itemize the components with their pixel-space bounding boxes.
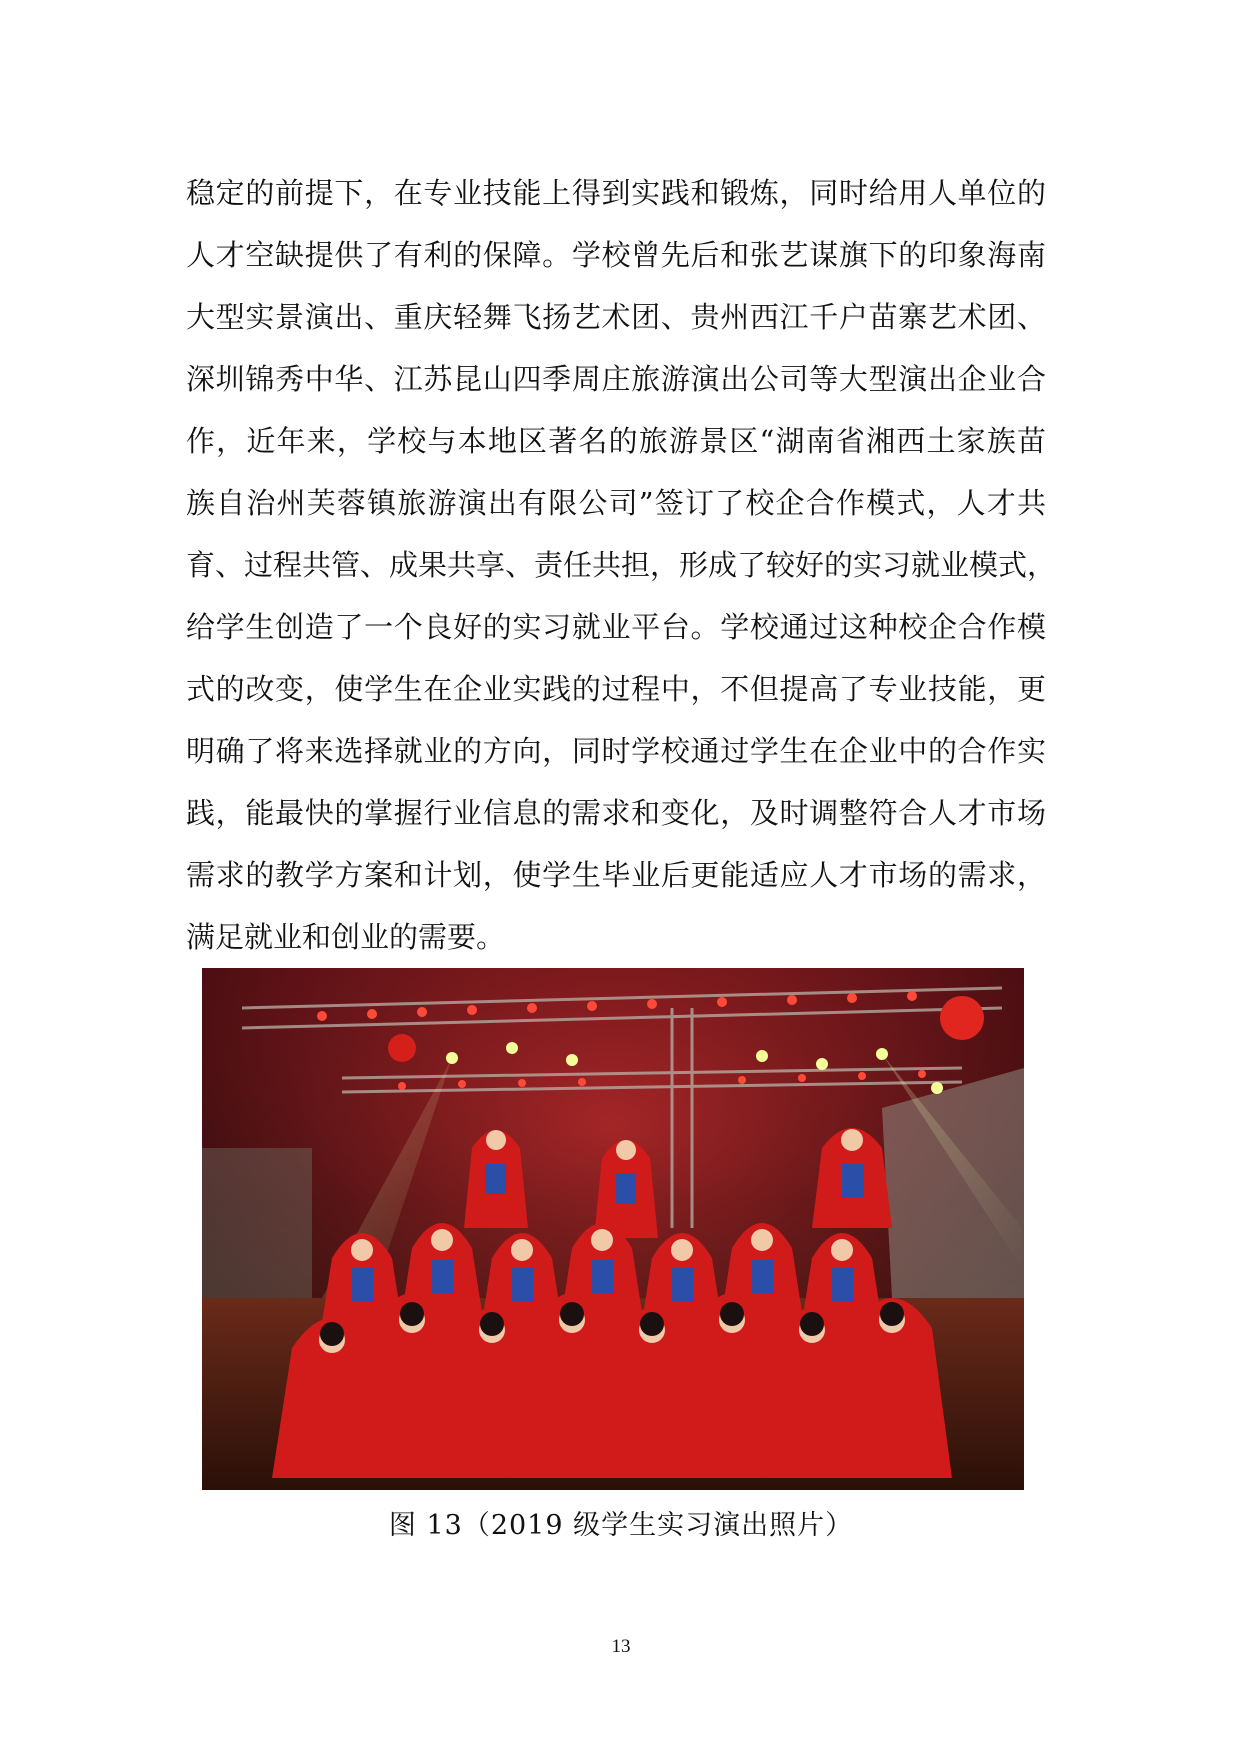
paragraph-line: 族自治州芙蓉镇旅游演出有限公司”签订了校企合作模式，人才共 (186, 486, 1046, 520)
page-number: 13 (611, 1636, 631, 1657)
paragraph-line: 践，能最快的掌握行业信息的需求和变化，及时调整符合人才市场 (186, 796, 1046, 830)
paragraph-line: 式的改变，使学生在企业实践的过程中，不但提高了专业技能，更 (186, 672, 1046, 706)
performance-photo-illustration (202, 968, 1024, 1490)
paragraph-line: 明确了将来选择就业的方向，同时学校通过学生在企业中的合作实 (186, 734, 1046, 768)
paragraph-line: 育、过程共管、成果共享、责任共担，形成了较好的实习就业模式， (186, 548, 1057, 582)
paragraph-line: 大型实景演出、重庆轻舞飞扬艺术团、贵州西江千户苗寨艺术团、 (186, 300, 1046, 334)
paragraph-line: 稳定的前提下，在专业技能上得到实践和锻炼，同时给用人单位的 (186, 176, 1046, 210)
paragraph-line: 需求的教学方案和计划，使学生毕业后更能适应人才市场的需求， (186, 858, 1046, 892)
figure-caption: 图 13（2019 级学生实习演出照片） (388, 1510, 854, 1541)
performance-photo (202, 968, 1024, 1490)
paragraph-line: 作，近年来，学校与本地区著名的旅游景区“湖南省湘西土家族苗 (186, 424, 1046, 458)
paragraph-line: 深圳锦秀中华、江苏昆山四季周庄旅游演出公司等大型演出企业合 (186, 362, 1046, 396)
paragraph-line: 给学生创造了一个良好的实习就业平台。学校通过这种校企合作模 (186, 610, 1046, 644)
paragraph-line: 满足就业和创业的需要。 (186, 920, 506, 954)
paragraph-line: 人才空缺提供了有利的保障。学校曾先后和张艺谋旗下的印象海南 (186, 238, 1046, 272)
body-paragraph (186, 162, 1057, 968)
